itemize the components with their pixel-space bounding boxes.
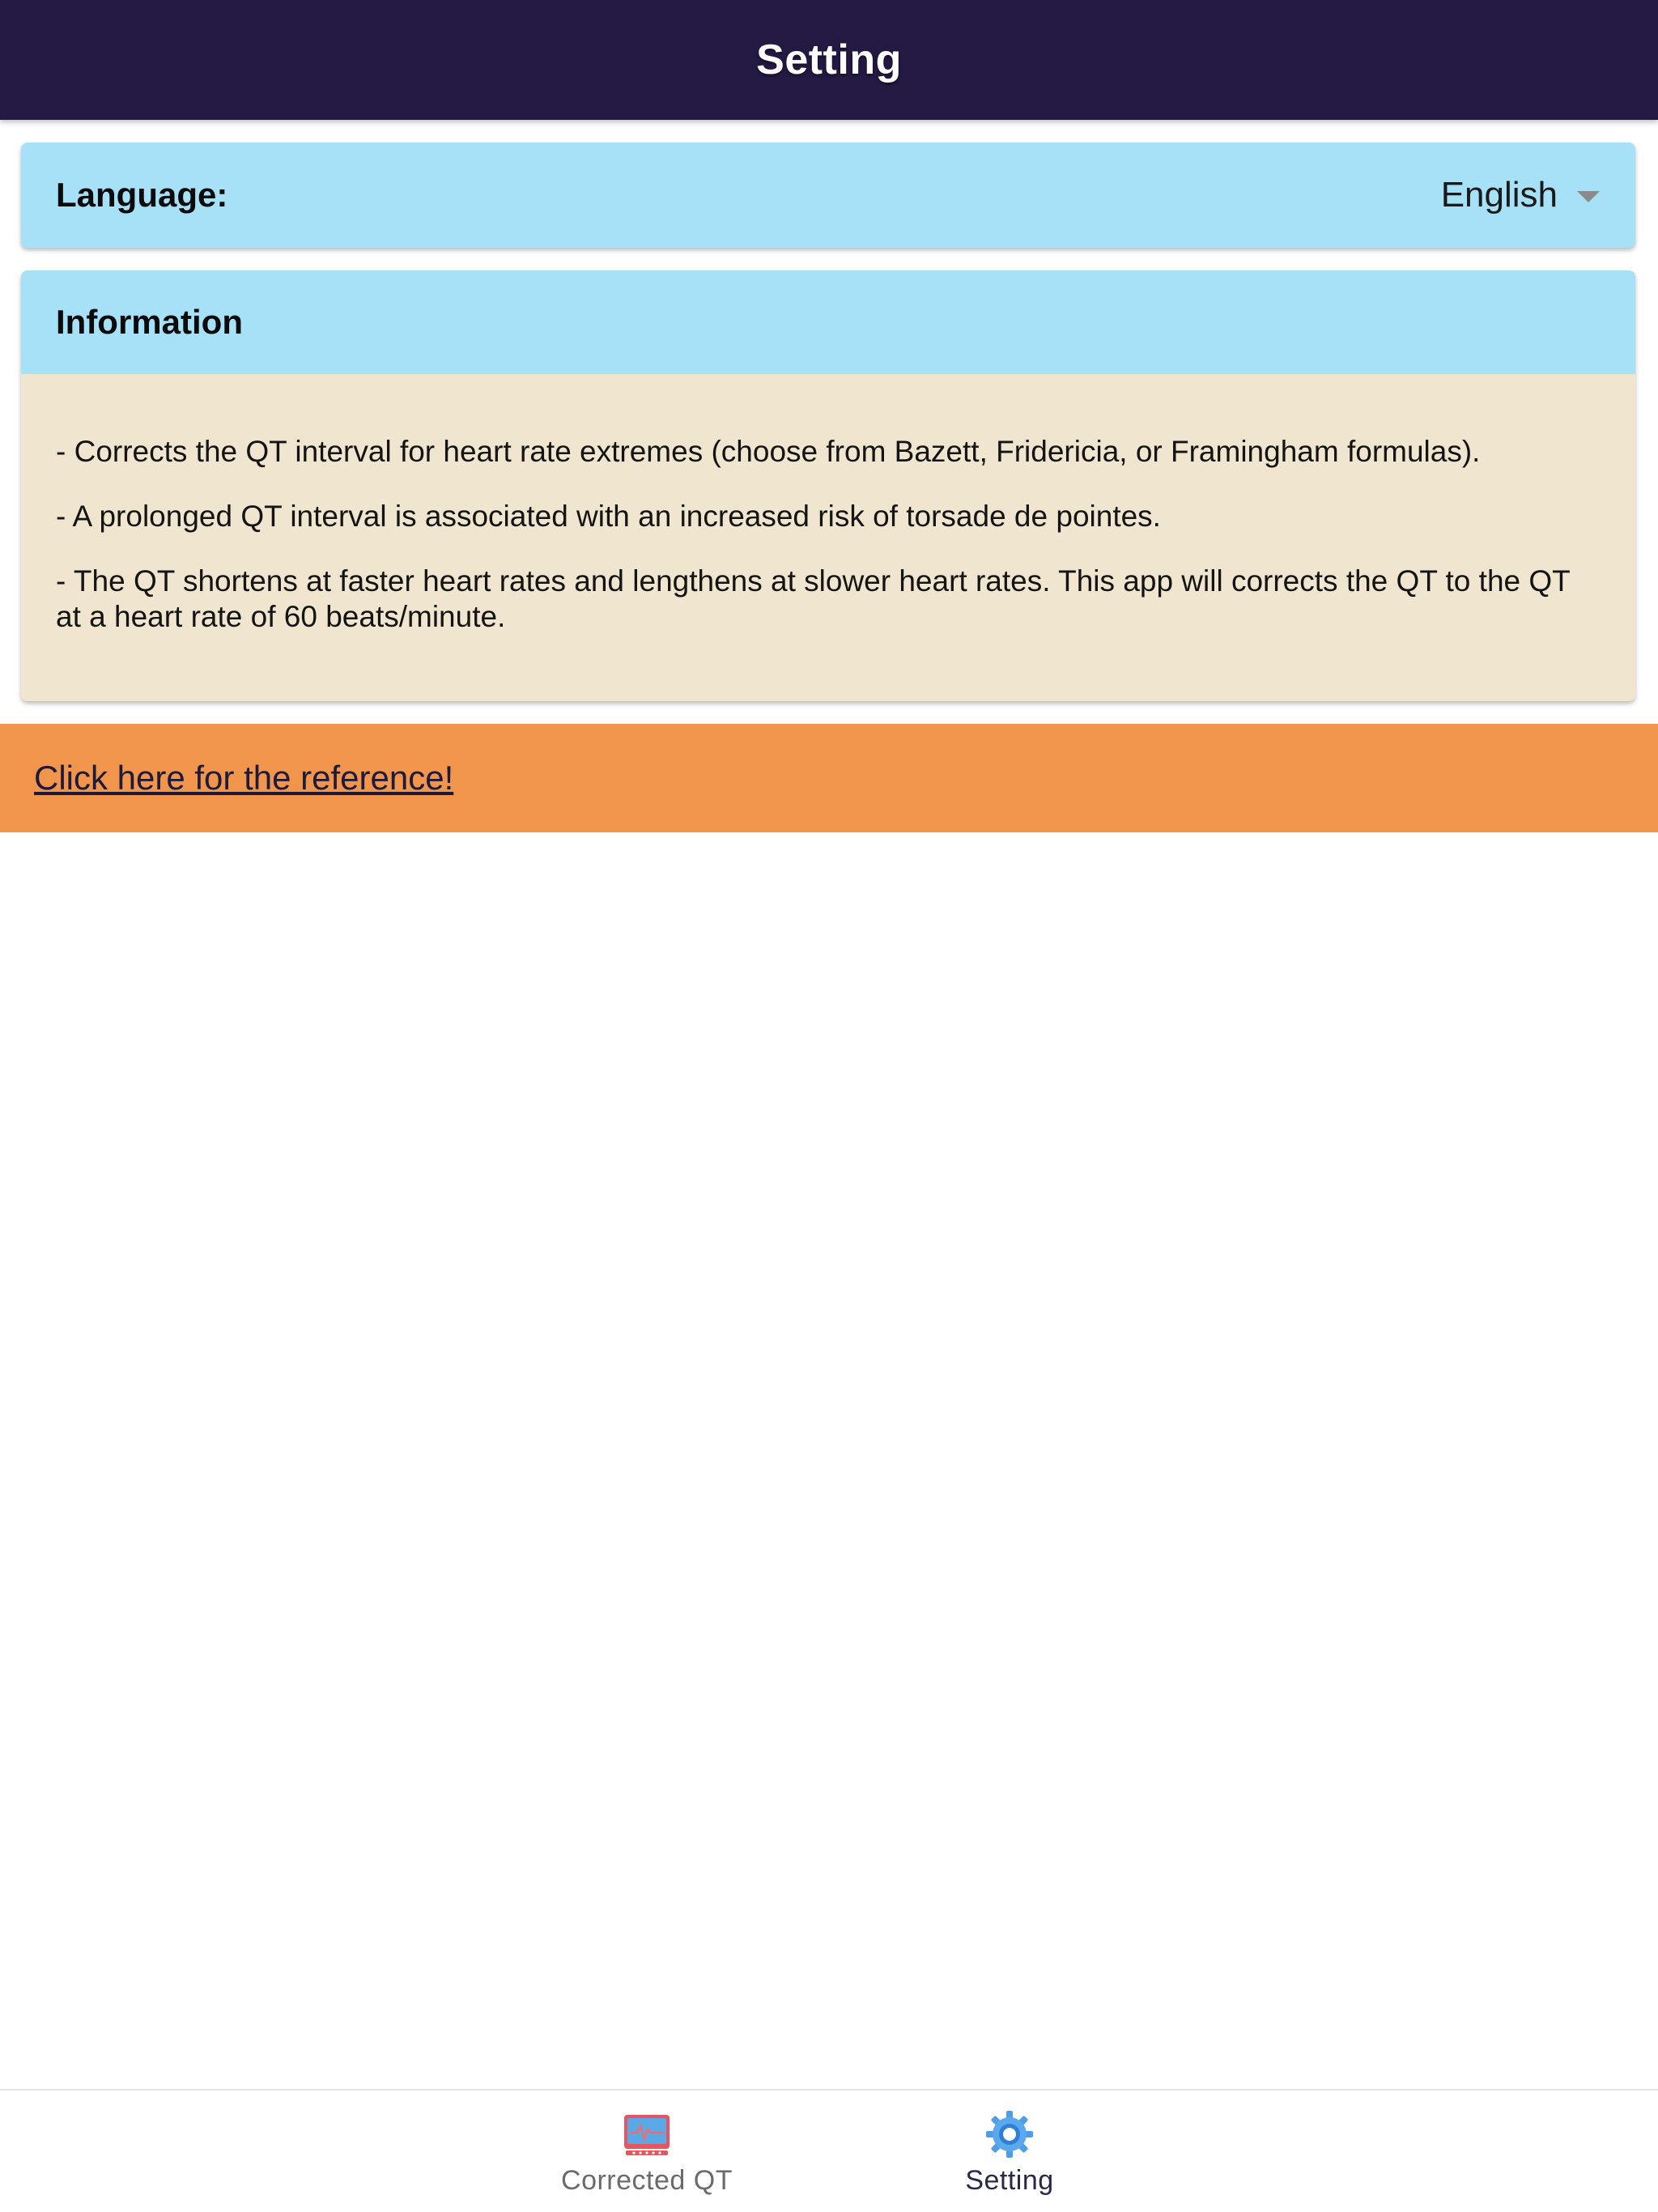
info-line: - Corrects the QT interval for heart rate extremes (choose from Bazett, Fridericia, or Framingham formulas). [56, 435, 1481, 468]
information-title: Information [56, 303, 243, 341]
gear-icon[interactable] [985, 2110, 1034, 2159]
language-card [21, 143, 1635, 248]
reference-banner [0, 724, 1658, 832]
reference-link[interactable]: Click here for the reference! [34, 759, 454, 797]
language-label: Language: [56, 176, 228, 214]
tab-corrected-qt[interactable] [525, 2091, 768, 2212]
page-title: Setting [756, 36, 902, 83]
info-line: - The QT shortens at faster heart rates and lengthens at slower heart rates. This app will corrects the QT to the QT at a heart rate of 60 beats/minute. [56, 564, 1571, 633]
info-line: - A prolonged QT interval is associated with an increased risk of torsade de pointes. [56, 500, 1161, 533]
app-header [0, 0, 1658, 120]
language-selected-value[interactable]: English [1440, 175, 1558, 215]
tab-label[interactable]: Setting [965, 2165, 1054, 2196]
information-body [21, 374, 1635, 701]
bottom-tab-bar [0, 2089, 1658, 2212]
language-select[interactable] [1441, 175, 1600, 215]
information-card [21, 270, 1635, 701]
chevron-down-icon[interactable] [1577, 191, 1600, 202]
tab-setting[interactable] [888, 2091, 1131, 2212]
ecg-monitor-icon[interactable] [623, 2110, 671, 2159]
information-header [21, 270, 1635, 374]
tab-label[interactable]: Corrected QT [561, 2165, 733, 2196]
